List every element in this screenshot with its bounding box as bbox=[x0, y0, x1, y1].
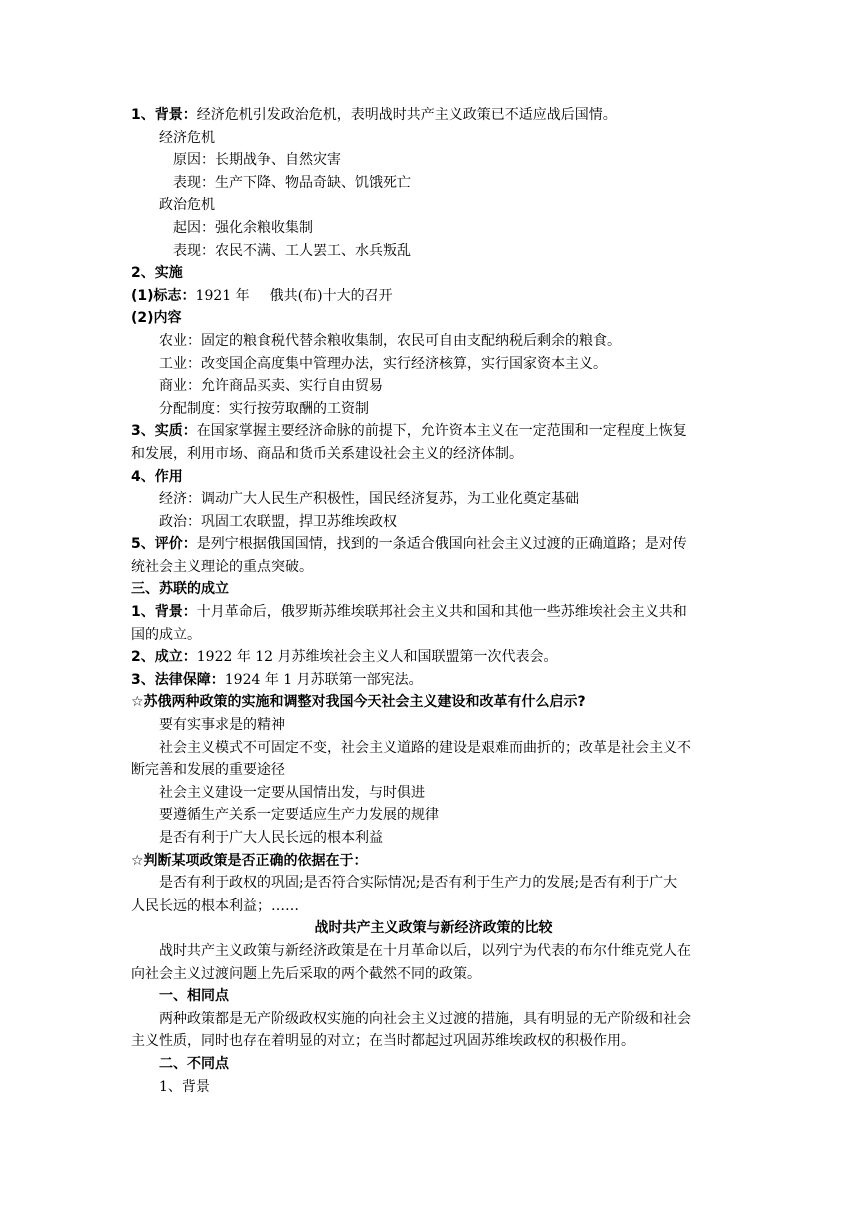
evaluation-heading: 5、评价： bbox=[131, 536, 197, 553]
mark-event: 俄共(布)十大的召开 bbox=[269, 287, 393, 304]
similarities-heading: 一、相同点 bbox=[159, 988, 229, 1005]
content-commerce: 商业：允许商品买卖、实行自由贸易 bbox=[159, 378, 383, 395]
question-1-answer-4: 要遵循生产关系一定要适应生产力发展的规律 bbox=[159, 807, 439, 824]
political-crisis-show: 表现：农民不满、工人罢工、水兵叛乱 bbox=[173, 242, 411, 259]
question-1-answer-3: 社会主义建设一定要从国情出发，与时俱进 bbox=[159, 784, 425, 801]
comparison-intro-line-2: 向社会主义过渡问题上先后采取的两个截然不同的政策。 bbox=[131, 965, 481, 982]
essence-line-2: 和发展，利用市场、商品和货币关系建设社会主义的经济体制。 bbox=[131, 445, 523, 462]
economic-crisis-show: 表现：生产下降、物品奇缺、饥饿死亡 bbox=[173, 174, 411, 191]
differences-heading: 二、不同点 bbox=[159, 1055, 229, 1072]
background-heading-line bbox=[131, 104, 736, 127]
essence-heading: 3、实质： bbox=[131, 423, 197, 440]
implementation-heading: 2、实施 bbox=[131, 265, 183, 282]
ussr-establish-text: 1922 年 12 月苏维埃社会主义人和国联盟第一次代表会。 bbox=[196, 649, 558, 666]
essence-line-1 bbox=[131, 420, 736, 443]
economic-crisis: 经济危机 bbox=[159, 129, 215, 146]
document-page bbox=[131, 104, 736, 1098]
similarities-line-2: 主义性质，同时也存在着明显的对立；在当时都起过巩固苏维埃政权的积极作用。 bbox=[131, 1033, 635, 1050]
ussr-heading: 三、苏联的成立 bbox=[131, 581, 229, 598]
similarities-line-1: 两种政策都是无产阶级政权实施的向社会主义过渡的措施，具有明显的无产阶级和社会 bbox=[159, 1010, 691, 1027]
question-2-line-2: 人民长远的根本利益；…… bbox=[131, 897, 299, 914]
evaluation-line-1 bbox=[131, 533, 736, 556]
ussr-background-text-1: 十月革命后，俄罗斯苏维埃联邦社会主义共和国和其他一些苏维埃社会主义共和 bbox=[196, 604, 687, 621]
evaluation-line-2: 统社会主义理论的重点突破。 bbox=[131, 558, 313, 575]
question-1-answer-2-line-1: 社会主义模式不可固定不变，社会主义道路的建设是艰难而曲折的；改革是社会主义不 bbox=[159, 739, 691, 756]
content-agriculture: 农业：固定的粮食税代替余粮收集制，农民可自由支配纳税后剩余的粮食。 bbox=[159, 332, 621, 349]
ussr-law-line bbox=[131, 669, 736, 692]
role-political: 政治：巩固工农联盟，捍卫苏维埃政权 bbox=[159, 513, 397, 530]
role-heading: 4、作用 bbox=[131, 468, 183, 485]
evaluation-text-1: 是列宁根据俄国国情，找到的一条适合俄国向社会主义过渡的正确道路；是对传 bbox=[196, 536, 687, 553]
mark-line bbox=[131, 285, 736, 308]
ussr-establish-line bbox=[131, 646, 736, 669]
political-crisis-cause: 起因：强化余粮收集制 bbox=[173, 219, 313, 236]
ussr-law-text: 1924 年 1 月苏联第一部宪法。 bbox=[224, 671, 423, 688]
question-1-answer-2-line-2: 断完善和发展的重要途径 bbox=[131, 762, 285, 779]
differences-item-1: 1、背景 bbox=[159, 1078, 210, 1095]
background-heading: 1、背景： bbox=[131, 107, 197, 123]
question-1-answer-1: 要有实事求是的精神 bbox=[159, 717, 285, 734]
mark-heading: (1)标志： bbox=[131, 287, 196, 304]
ussr-background-line-1 bbox=[131, 601, 736, 624]
question-1-answer-5: 是否有利于广大人民长远的根本利益 bbox=[159, 830, 383, 846]
role-economic: 经济：调动广大人民生产积极性，国民经济复苏，为工业化奠定基础 bbox=[159, 491, 579, 508]
ussr-background-line-2: 国的成立。 bbox=[131, 626, 201, 643]
question-2-line-1: 是否有利于政权的巩固;是否符合实际情况;是否有利于生产力的发展;是否有利于广大 bbox=[159, 875, 678, 892]
question-2-heading: ☆判断某项政策是否正确的依据在于： bbox=[131, 852, 368, 869]
background-text: 经济危机引发政治危机，表明战时共产主义政策已不适应战后国情。 bbox=[196, 107, 617, 123]
comparison-intro-line-1: 战时共产主义政策与新经济政策是在十月革命以后，以列宁为代表的布尔什维克党人在 bbox=[159, 942, 691, 959]
comparison-title: 战时共产主义政策与新经济政策的比较 bbox=[314, 920, 553, 937]
question-1-heading: ☆苏俄两种政策的实施和调整对我国今天社会主义建设和改革有什么启示? bbox=[131, 694, 586, 711]
ussr-law-heading: 3、法律保障： bbox=[131, 671, 225, 688]
content-distribution: 分配制度：实行按劳取酬的工资制 bbox=[159, 400, 369, 417]
content-heading: (2)内容 bbox=[131, 310, 182, 327]
content-industry: 工业：改变国企高度集中管理办法，实行经济核算，实行国家资本主义。 bbox=[159, 355, 607, 372]
ussr-background-heading: 1、背景： bbox=[131, 604, 197, 621]
mark-year: 1921 年 bbox=[195, 287, 250, 304]
ussr-establish-heading: 2、成立： bbox=[131, 649, 197, 666]
economic-crisis-cause: 原因：长期战争、自然灾害 bbox=[173, 152, 341, 169]
political-crisis: 政治危机 bbox=[159, 197, 215, 214]
essence-text-1: 在国家掌握主要经济命脉的前提下，允许资本主义在一定范围和一定程度上恢复 bbox=[196, 423, 687, 440]
